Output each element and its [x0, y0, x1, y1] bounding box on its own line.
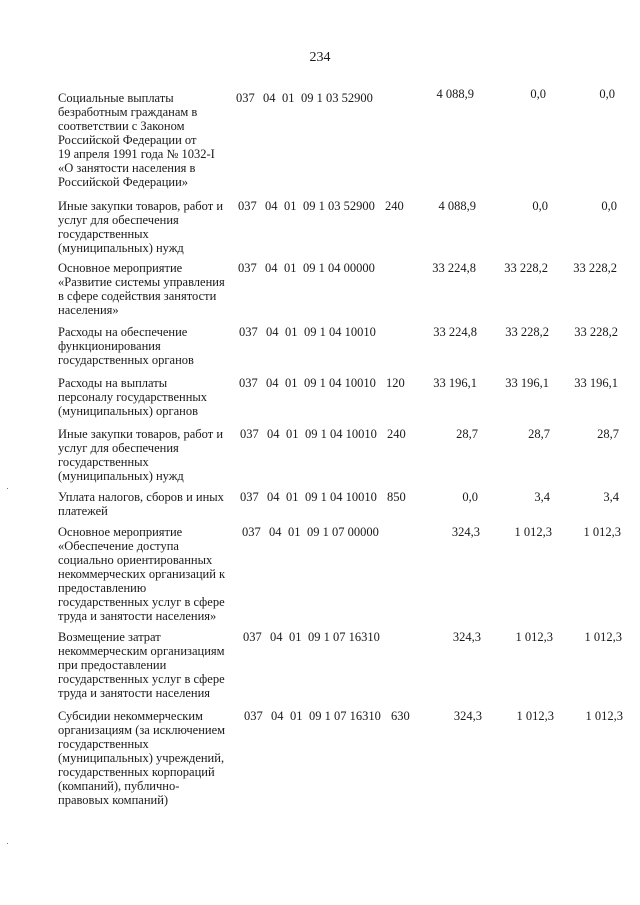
- subsection-code: 01: [289, 630, 302, 644]
- expense-type-code: 630: [391, 709, 410, 723]
- amount-year-3: 1 012,3: [583, 525, 621, 539]
- amount-year-1: 33 224,8: [432, 261, 476, 275]
- amount-year-3: 3,4: [603, 490, 619, 504]
- amount-year-2: 0,0: [532, 199, 548, 213]
- subsection-code: 01: [284, 199, 297, 213]
- target-item-code: 09 1 03 52900: [301, 91, 373, 105]
- ved-code: 037: [238, 199, 257, 213]
- row-description: Возмещение затрат некоммерческим организациям при предоставлении государственных услуг в сфере труда и занятости населения: [58, 630, 225, 700]
- section-code: 04: [266, 325, 279, 339]
- expense-type-code: 850: [387, 490, 406, 504]
- ved-code: 037: [244, 709, 263, 723]
- scan-mark: [7, 843, 8, 844]
- amount-year-2: 1 012,3: [514, 525, 552, 539]
- amount-year-3: 1 012,3: [584, 630, 622, 644]
- amount-year-1: 324,3: [451, 525, 480, 539]
- subsection-code: 01: [285, 376, 298, 390]
- amount-year-1: 0,0: [462, 490, 478, 504]
- amount-year-2: 1 012,3: [515, 630, 553, 644]
- ved-code: 037: [239, 325, 258, 339]
- subsection-code: 01: [286, 427, 299, 441]
- amount-year-1: 324,3: [452, 630, 481, 644]
- amount-year-3: 0,0: [601, 199, 617, 213]
- ved-code: 037: [239, 376, 258, 390]
- amount-year-1: 28,7: [456, 427, 478, 441]
- row-description: Основное мероприятие «Развитие системы управления в сфере содействия занятости населения»: [58, 261, 225, 317]
- row-description: Расходы на обеспечение функционирования государственных органов: [58, 325, 194, 367]
- amount-year-2: 3,4: [534, 490, 550, 504]
- ved-code: 037: [243, 630, 262, 644]
- section-code: 04: [267, 427, 280, 441]
- ved-code: 037: [240, 427, 259, 441]
- amount-year-1: 4 088,9: [438, 199, 476, 213]
- section-code: 04: [265, 199, 278, 213]
- amount-year-3: 1 012,3: [585, 709, 623, 723]
- expense-type-code: 120: [386, 376, 405, 390]
- section-code: 04: [263, 91, 276, 105]
- amount-year-2: 28,7: [528, 427, 550, 441]
- ved-code: 037: [238, 261, 257, 275]
- target-item-code: 09 1 07 16310: [308, 630, 380, 644]
- target-item-code: 09 1 04 00000: [303, 261, 375, 275]
- amount-year-1: 33 224,8: [433, 325, 477, 339]
- target-item-code: 09 1 04 10010: [304, 325, 376, 339]
- ved-code: 037: [240, 490, 259, 504]
- section-code: 04: [269, 525, 282, 539]
- target-item-code: 09 1 04 10010: [304, 376, 376, 390]
- amount-year-2: 33 228,2: [504, 261, 548, 275]
- amount-year-1: 324,3: [453, 709, 482, 723]
- amount-year-3: 28,7: [597, 427, 619, 441]
- row-description: Иные закупки товаров, работ и услуг для обеспечения государственных (муниципальных) нужд: [58, 427, 224, 483]
- amount-year-2: 33 228,2: [505, 325, 549, 339]
- amount-year-3: 33 228,2: [574, 325, 618, 339]
- subsection-code: 01: [282, 91, 295, 105]
- target-item-code: 09 1 04 10010: [305, 427, 377, 441]
- row-description: Социальные выплаты безработным гражданам в соответствии с Законом Российской Федерации от 19 апреля 1991 года № 1032-I «О занятости населения в Российской Федерации»: [58, 91, 215, 189]
- section-code: 04: [271, 709, 284, 723]
- amount-year-3: 33 228,2: [573, 261, 617, 275]
- amount-year-2: 0,0: [530, 87, 546, 101]
- target-item-code: 09 1 04 10010: [305, 490, 377, 504]
- amount-year-1: 33 196,1: [433, 376, 477, 390]
- row-description: Субсидии некоммерческим организациям (за исключением государственных (муниципальных) учреждений, государственных корпораций (компаний), публично- правовых компаний): [58, 709, 226, 807]
- subsection-code: 01: [286, 490, 299, 504]
- amount-year-1: 4 088,9: [436, 87, 474, 101]
- target-item-code: 09 1 07 00000: [307, 525, 379, 539]
- section-code: 04: [267, 490, 280, 504]
- amount-year-3: 33 196,1: [574, 376, 618, 390]
- ved-code: 037: [242, 525, 261, 539]
- ved-code: 037: [236, 91, 255, 105]
- target-item-code: 09 1 07 16310: [309, 709, 381, 723]
- row-description: Расходы на выплаты персоналу государственных (муниципальных) органов: [58, 376, 208, 418]
- subsection-code: 01: [284, 261, 297, 275]
- row-description: Основное мероприятие «Обеспечение доступа социально ориентированных некоммерческих организаций к предоставлению государственных услуг в сфере труда и занятости населения»: [58, 525, 226, 623]
- page-number: 234: [309, 50, 331, 65]
- target-item-code: 09 1 03 52900: [303, 199, 375, 213]
- amount-year-3: 0,0: [599, 87, 615, 101]
- section-code: 04: [270, 630, 283, 644]
- expense-type-code: 240: [385, 199, 404, 213]
- subsection-code: 01: [290, 709, 303, 723]
- expense-type-code: 240: [387, 427, 406, 441]
- subsection-code: 01: [285, 325, 298, 339]
- row-description: Иные закупки товаров, работ и услуг для обеспечения государственных (муниципальных) нужд: [58, 199, 224, 255]
- section-code: 04: [265, 261, 278, 275]
- amount-year-2: 1 012,3: [516, 709, 554, 723]
- scan-mark: [7, 488, 8, 489]
- subsection-code: 01: [288, 525, 301, 539]
- row-description: Уплата налогов, сборов и иных платежей: [58, 490, 224, 518]
- section-code: 04: [266, 376, 279, 390]
- amount-year-2: 33 196,1: [505, 376, 549, 390]
